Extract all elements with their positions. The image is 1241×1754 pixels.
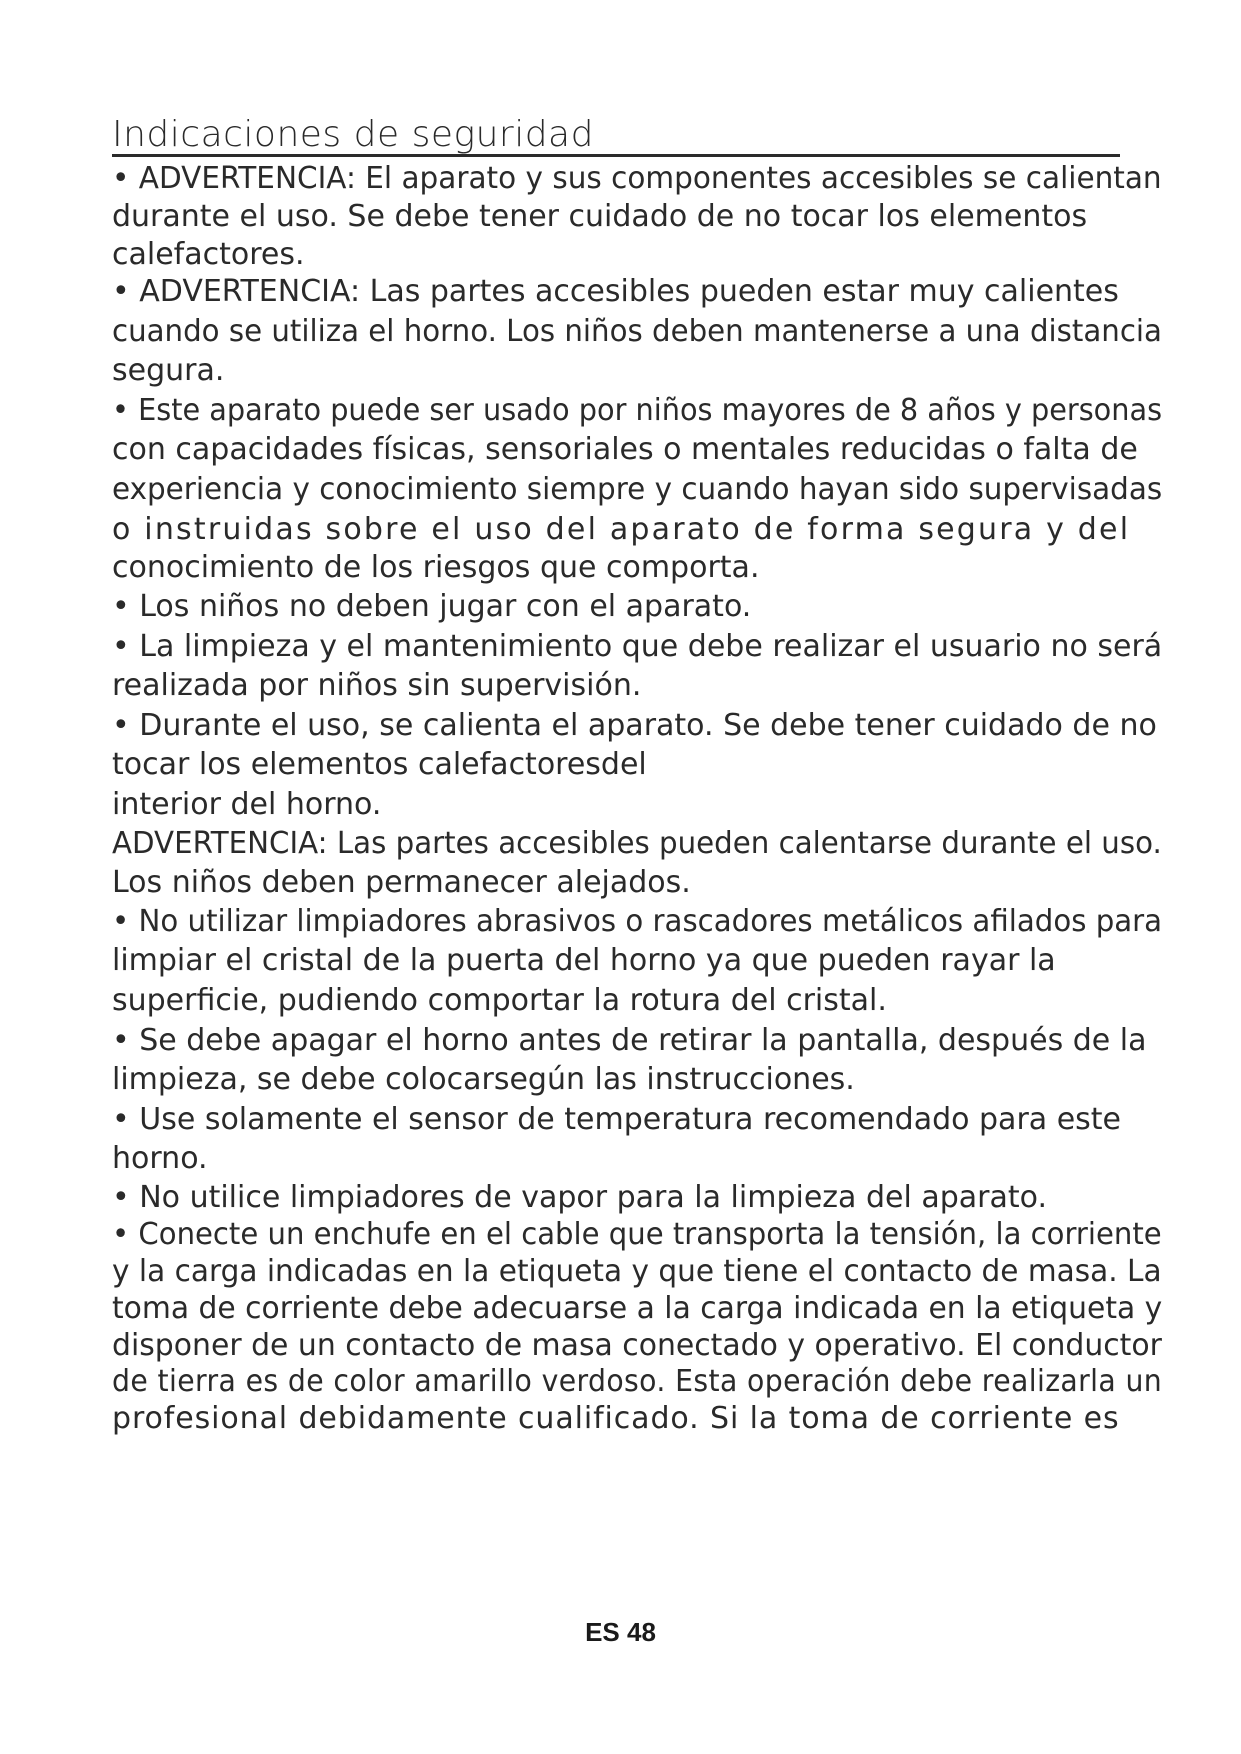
text-line: ADVERTENCIA: Las partes accesibles pueden calentarse durante el uso. [112,826,1162,861]
text-line: toma de corriente debe adecuarse a la carga indicada en la etiqueta y [112,1291,1163,1326]
text-line: o instruidas sobre el uso del aparato de forma segura y del [112,512,1131,547]
text-line: limpieza, se debe colocarsegún las instrucciones. [112,1062,855,1097]
text-line: limpiar el cristal de la puerta del horno ya que pueden rayar la [112,943,1056,978]
text-line: horno. [112,1141,208,1176]
text-line: • Durante el uso, se calienta el aparato. Se debe tener cuidado de no [112,708,1157,743]
text-line: durante el uso. Se debe tener cuidado de no tocar los elementos [112,199,1088,234]
heading-underline [112,108,1120,157]
page-number: ES 48 [585,1617,656,1647]
text-line: y la carga indicadas en la etiqueta y que tiene el contacto de masa. La [112,1254,1162,1289]
text-line: • Este aparato puede ser usado por niños mayores de 8 años y personas [112,393,1163,428]
text-line: • No utilizar limpiadores abrasivos o rascadores metálicos afilados para [112,904,1163,939]
text-line: tocar los elementos calefactoresdel [112,747,647,782]
text-line: • ADVERTENCIA: Las partes accesibles pueden estar muy calientes [112,274,1119,309]
text-line: • Se debe apagar el horno antes de retirar la pantalla, después de la [112,1023,1147,1058]
section-heading: Indicaciones de seguridad [112,114,594,155]
text-line: • Los niños no deben jugar con el aparato. [112,589,752,624]
text-line: cuando se utiliza el horno. Los niños deben mantenerse a una distancia [112,314,1162,349]
text-line: • ADVERTENCIA: El aparato y sus componentes accesibles se calientan [112,161,1162,196]
text-line: realizada por niños sin supervisión. [112,668,642,703]
text-line: disponer de un contacto de masa conectado y operativo. El conductor [112,1328,1162,1363]
text-line: de tierra es de color amarillo verdoso. Esta operación debe realizarla un [112,1364,1163,1399]
text-line: • Use solamente el sensor de temperatura recomendado para este [112,1102,1121,1137]
text-line: • La limpieza y el mantenimiento que debe realizar el usuario no será [112,629,1163,664]
text-line: superficie, pudiendo comportar la rotura del cristal. [112,983,887,1018]
text-line: calefactores. [112,237,305,272]
text-line: conocimiento de los riesgos que comporta. [112,550,760,585]
text-line: experiencia y conocimiento siempre y cuando hayan sido supervisadas [112,472,1163,507]
text-line: Los niños deben permanecer alejados. [112,865,691,900]
text-line: • Conecte un enchufe en el cable que transporta la tensión, la corriente [112,1217,1162,1252]
text-line: interior del horno. [112,787,382,822]
text-line: segura. [112,353,225,388]
text-line: • No utilice limpiadores de vapor para la limpieza del aparato. [112,1180,1047,1215]
text-line: profesional debidamente cualificado. Si la toma de corriente es [112,1401,1120,1436]
text-line: con capacidades físicas, sensoriales o mentales reducidas o falta de [112,432,1138,467]
